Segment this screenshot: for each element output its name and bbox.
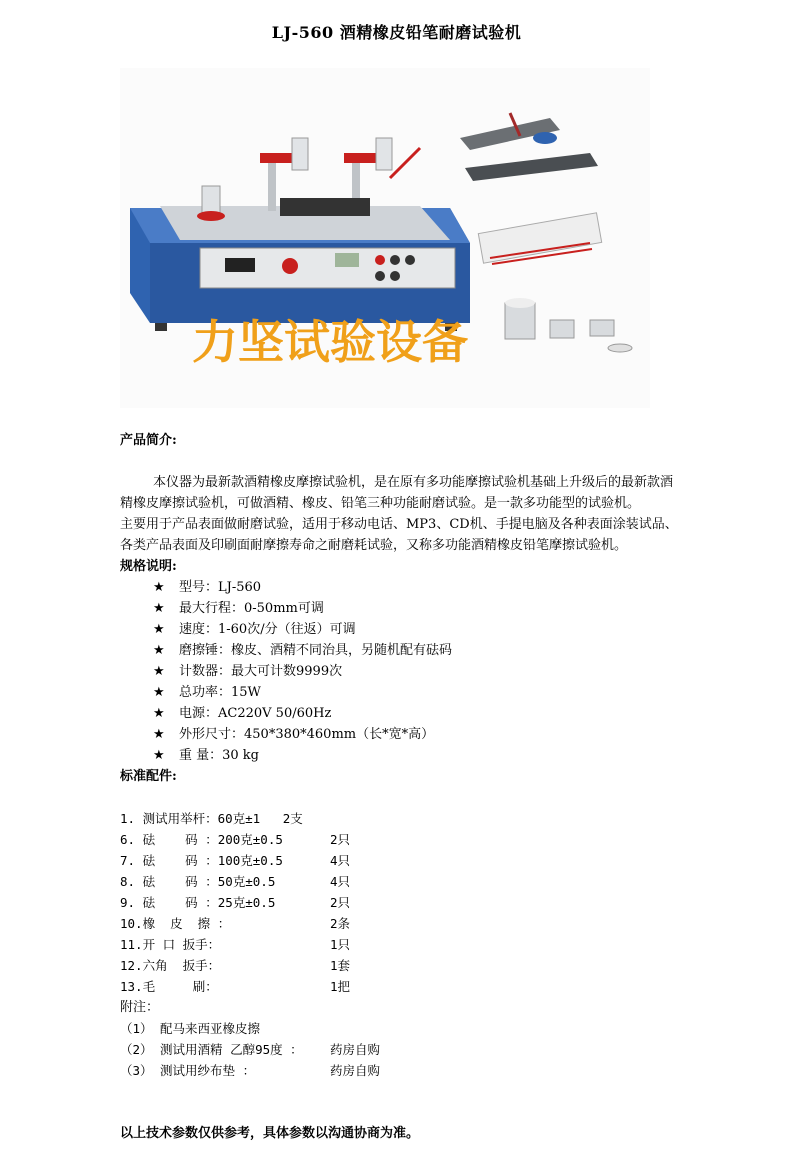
- accessory-row: [120, 871, 680, 892]
- accessory-row: [120, 808, 680, 829]
- item-quantity: 2条: [330, 916, 351, 931]
- spec-text: 外形尺寸：450*380*460mm（长*宽*高）: [179, 727, 435, 742]
- spec-item: [120, 682, 680, 703]
- star-icon: ★: [153, 727, 165, 742]
- intro-heading: 产品简介:: [120, 433, 177, 448]
- item-name: 7. 砝 码 ：100克±0.5: [120, 853, 283, 868]
- item-quantity: 2只: [330, 895, 351, 910]
- item-quantity: 4只: [330, 874, 351, 889]
- item-quantity: 药房自购: [330, 1063, 381, 1078]
- star-icon: ★: [153, 664, 165, 679]
- accessory-list: [120, 808, 680, 997]
- item-quantity: 1套: [330, 958, 351, 973]
- spec-item: [120, 703, 680, 724]
- star-icon: ★: [153, 580, 165, 595]
- star-icon: ★: [153, 748, 165, 763]
- item-name: 10.橡 皮 擦 ：: [120, 916, 231, 931]
- product-photo: [120, 68, 650, 408]
- star-icon: ★: [153, 706, 165, 721]
- spec-text: 速度：1-60次/分（往返）可调: [179, 622, 356, 637]
- item-name: 6. 砝 码 ：200克±0.5: [120, 832, 283, 847]
- note-row: [120, 1060, 680, 1081]
- item-name: 13.毛 刷：: [120, 979, 218, 994]
- specs-heading: 规格说明:: [120, 559, 177, 574]
- item-name: 8. 砝 码 ：50克±0.5: [120, 874, 276, 889]
- notes-heading: 附注：: [120, 1000, 160, 1015]
- item-quantity: 4只: [330, 853, 351, 868]
- item-name: 9. 砝 码 ：25克±0.5: [120, 895, 276, 910]
- footer-note: 以上技术参数仅供参考，具体参数以沟通协商为准。: [120, 1126, 420, 1141]
- item-quantity: 1只: [330, 937, 351, 952]
- spec-text: 型号：LJ-560: [179, 580, 262, 595]
- star-icon: ★: [153, 601, 165, 616]
- spec-item: [120, 598, 680, 619]
- item-quantity: 2只: [330, 832, 351, 847]
- watermark-text: 力坚试验设备: [192, 315, 468, 369]
- item-name: （3） 测试用纱布垫 ：: [120, 1063, 256, 1078]
- accessory-row: [120, 829, 680, 850]
- spec-text: 计数器：最大可计数9999次: [179, 664, 343, 679]
- spec-list: [120, 577, 680, 766]
- item-name: 11.开 口 扳手：: [120, 937, 221, 952]
- spec-item: [120, 619, 680, 640]
- item-name: 12.六角 扳手：: [120, 958, 221, 973]
- star-icon: ★: [153, 643, 165, 658]
- spec-item: [120, 640, 680, 661]
- item-name: 1. 测试用举杆：60克±1 2支: [120, 811, 303, 826]
- intro-paragraph: 本仪器为最新款酒精橡皮摩擦试验机，是在原有多功能摩擦试验机基础上升级后的最新款酒精橡皮摩擦试验机，可做酒精、橡皮、铅笔三种功能耐磨试验。是一款多功能型的试验机。: [120, 475, 674, 511]
- star-icon: ★: [153, 685, 165, 700]
- accessory-row: [120, 976, 680, 997]
- item-quantity: 药房自购: [330, 1042, 381, 1057]
- spec-text: 总功率：15W: [179, 685, 261, 700]
- spec-text: 电源：AC220V 50/60Hz: [179, 706, 332, 721]
- document-body: [120, 430, 680, 1144]
- spec-item: [120, 661, 680, 682]
- item-name: （2） 测试用酒精 乙醇95度 ：: [120, 1042, 303, 1057]
- note-row: [120, 1039, 680, 1060]
- star-icon: ★: [153, 622, 165, 637]
- usage-paragraph: 主要用于产品表面做耐磨试验，适用于移动电话、MP3、CD机、手提电脑及各种表面涂装试品、各类产品表面及印刷面耐摩擦寿命之耐磨耗试验，又称多功能酒精橡皮铅笔摩擦试验机。: [120, 517, 678, 553]
- accessory-row: [120, 850, 680, 871]
- spec-item: [120, 724, 680, 745]
- accessory-row: [120, 892, 680, 913]
- spec-item: [120, 745, 680, 766]
- spec-text: 磨擦锤：橡皮、酒精不同治具，另随机配有砝码: [179, 643, 453, 658]
- spec-text: 重 量：30 kg: [179, 748, 260, 763]
- accessory-row: [120, 913, 680, 934]
- accessory-row: [120, 955, 680, 976]
- accessories-heading: 标准配件:: [120, 769, 177, 784]
- accessory-row: [120, 934, 680, 955]
- abrasion-tester-illustration: [120, 68, 650, 408]
- item-quantity: 1把: [330, 979, 351, 994]
- note-row: [120, 1018, 680, 1039]
- spec-item: [120, 577, 680, 598]
- page-title: LJ-560 酒精橡皮铅笔耐磨试验机: [271, 23, 522, 42]
- spec-text: 最大行程：0-50mm可调: [179, 601, 324, 616]
- item-name: （1） 配马来西亚橡皮擦: [120, 1021, 261, 1036]
- notes-list: [120, 1018, 680, 1081]
